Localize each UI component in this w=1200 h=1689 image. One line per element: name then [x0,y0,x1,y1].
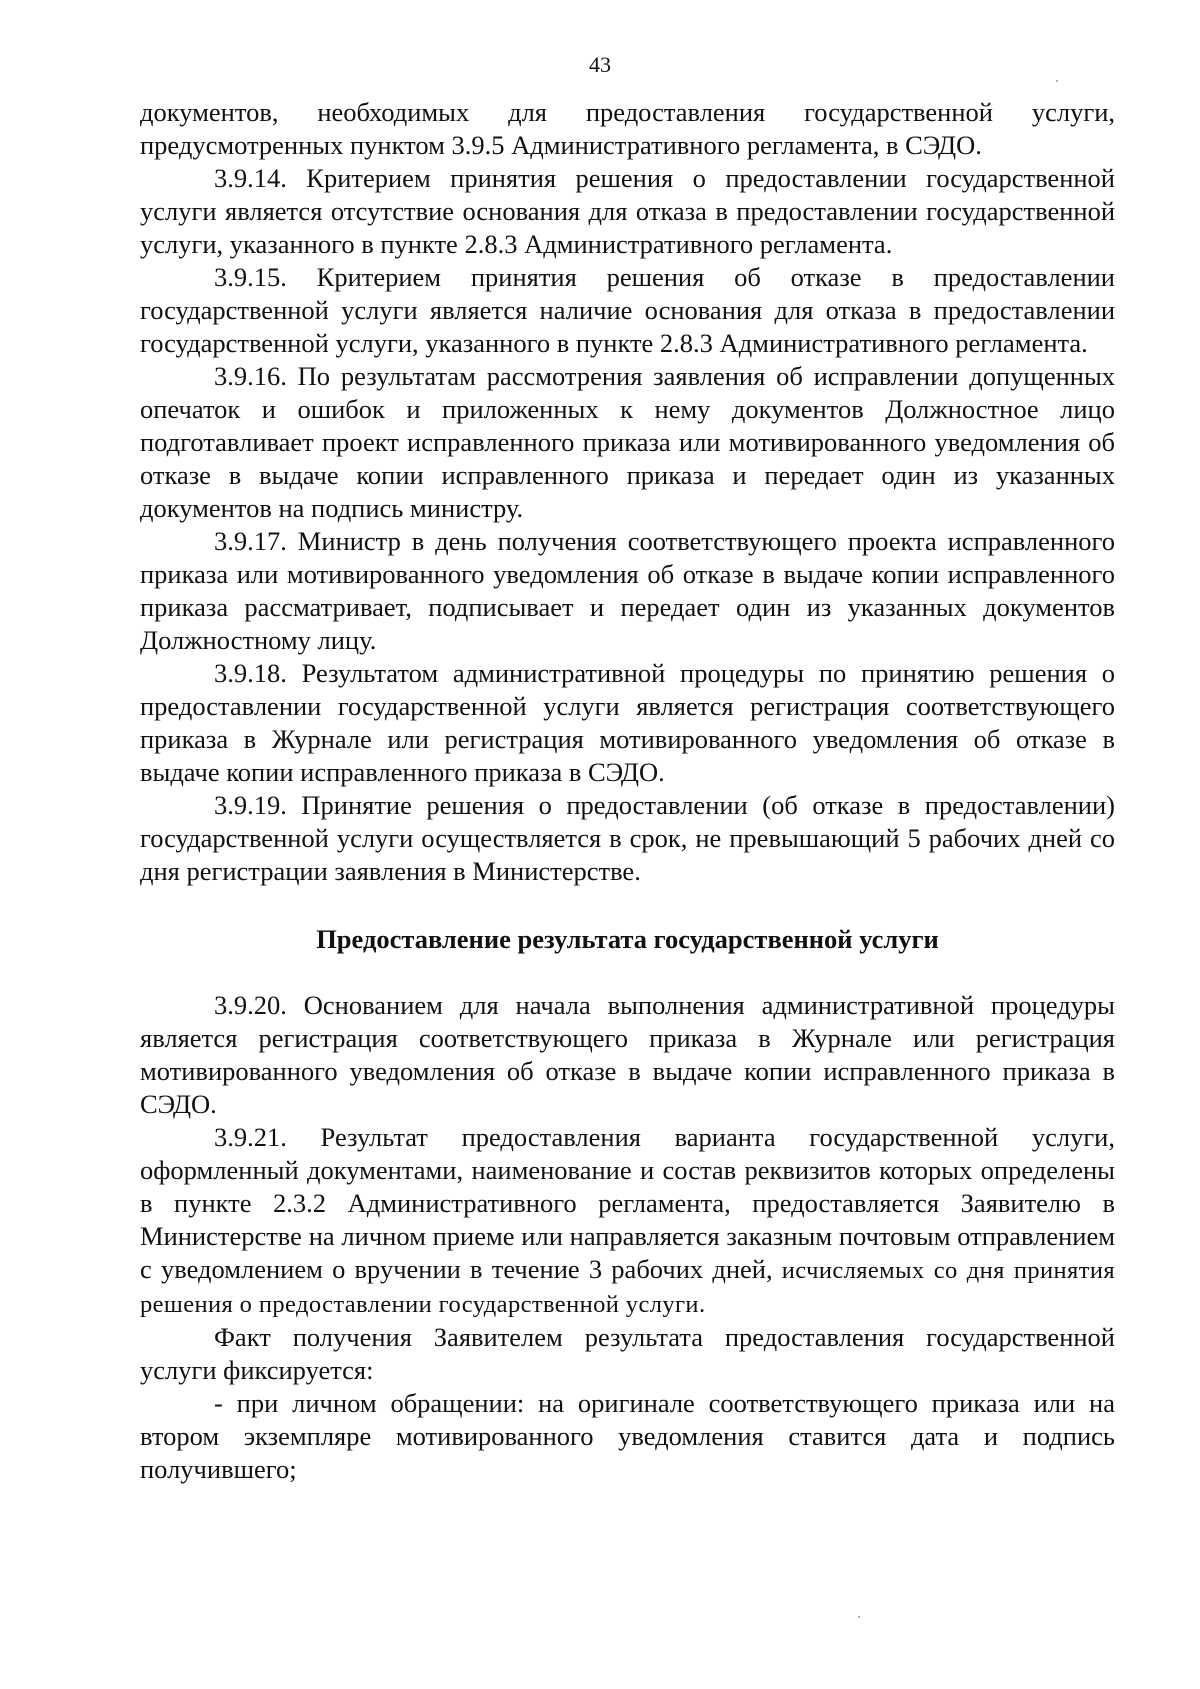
paragraph-3-9-17: 3.9.17. Министр в день получения соответствующего проекта исправленного приказа или мотивированного уведомления об отказе в выдаче копии исправленного приказа рассматривает, подписывает и передает один из указанных документов Должностному лицу. [140,526,1115,655]
paragraph-fact: Факт получения Заявителем результата предоставления государственной услуги фиксируется: [140,1322,1115,1385]
paragraphs-before-heading [140,96,1115,888]
paragraph-continuation: документов, необходимых для предоставления государственной услуги, предусмотренных пунктом 3.9.5 Административного регламента, в СЭДО. [140,97,1115,160]
document-body [140,96,1115,1486]
paragraph-3-9-14: 3.9.14. Критерием принятия решения о предоставлении государственной услуги является отсутствие основания для отказа в предоставлении государственной услуги, указанного в пункте 2.8.3 Административного регламента. [140,163,1115,259]
scan-speck [1056,80,1058,82]
paragraph-3-9-20: 3.9.20. Основанием для начала выполнения административной процедуры является регистрация соответствующего приказа в Журнале или регистрация мотивированного уведомления об отказе в выдаче копии исправленного приказа в СЭДО. [140,990,1115,1119]
paragraph-3-9-16: 3.9.16. По результатам рассмотрения заявления об исправлении допущенных опечаток и ошибок и приложенных к нему документов Должностное лицо подготавливает проект исправленного приказа или мотивированного уведомления об отказе в выдаче копии исправленного приказа и передает один из указанных документов на подпись министру. [140,361,1115,523]
paragraph-3-9-15: 3.9.15. Критерием принятия решения об отказе в предоставлении государственной услуги является наличие основания для отказа в предоставлении государственной услуги, указанного в пункте 2.8.3 Административного регламента. [140,262,1115,358]
section-heading: Предоставление результата государственной услуги [316,924,939,954]
page-number: 43 [589,52,611,77]
paragraph-3-9-18: 3.9.18. Результатом административной процедуры по принятию решения о предоставлении государственной услуги является регистрация соответствующего приказа в Журнале или регистрация мотивированного уведомления об отказе в выдаче копии исправленного приказа в СЭДО. [140,658,1115,787]
scan-speck [858,1616,860,1618]
list-item-personal-visit: - при личном обращении: на оригинале соответствующего приказа или на втором экземпляре мотивированного уведомления ставится дата и подпись получившего; [140,1388,1115,1484]
paragraph-3-9-21-main: 3.9.21. Результат предоставления варианта государственной услуги, оформленный документами, наименование и состав реквизитов которых определены в пункте 2.3.2 Административного регламента, предоставляется Заявителю в Министерстве на личном приеме или направляется заказным почтовым отправлением с уведомлением о вручении в течение 3 рабочих дней, [140,1122,1115,1284]
paragraph-3-9-19: 3.9.19. Принятие решения о предоставлении (об отказе в предоставлении) государственной услуги осуществляется в срок, не превышающий 5 рабочих дней со дня регистрации заявления в Министерстве. [140,790,1115,886]
paragraph-3-9-21-tail: исчисляемых со дня принятия решения о предоставлении государственной услуги. [140,1257,1116,1318]
paragraph-3-9-21 [140,1121,1115,1321]
